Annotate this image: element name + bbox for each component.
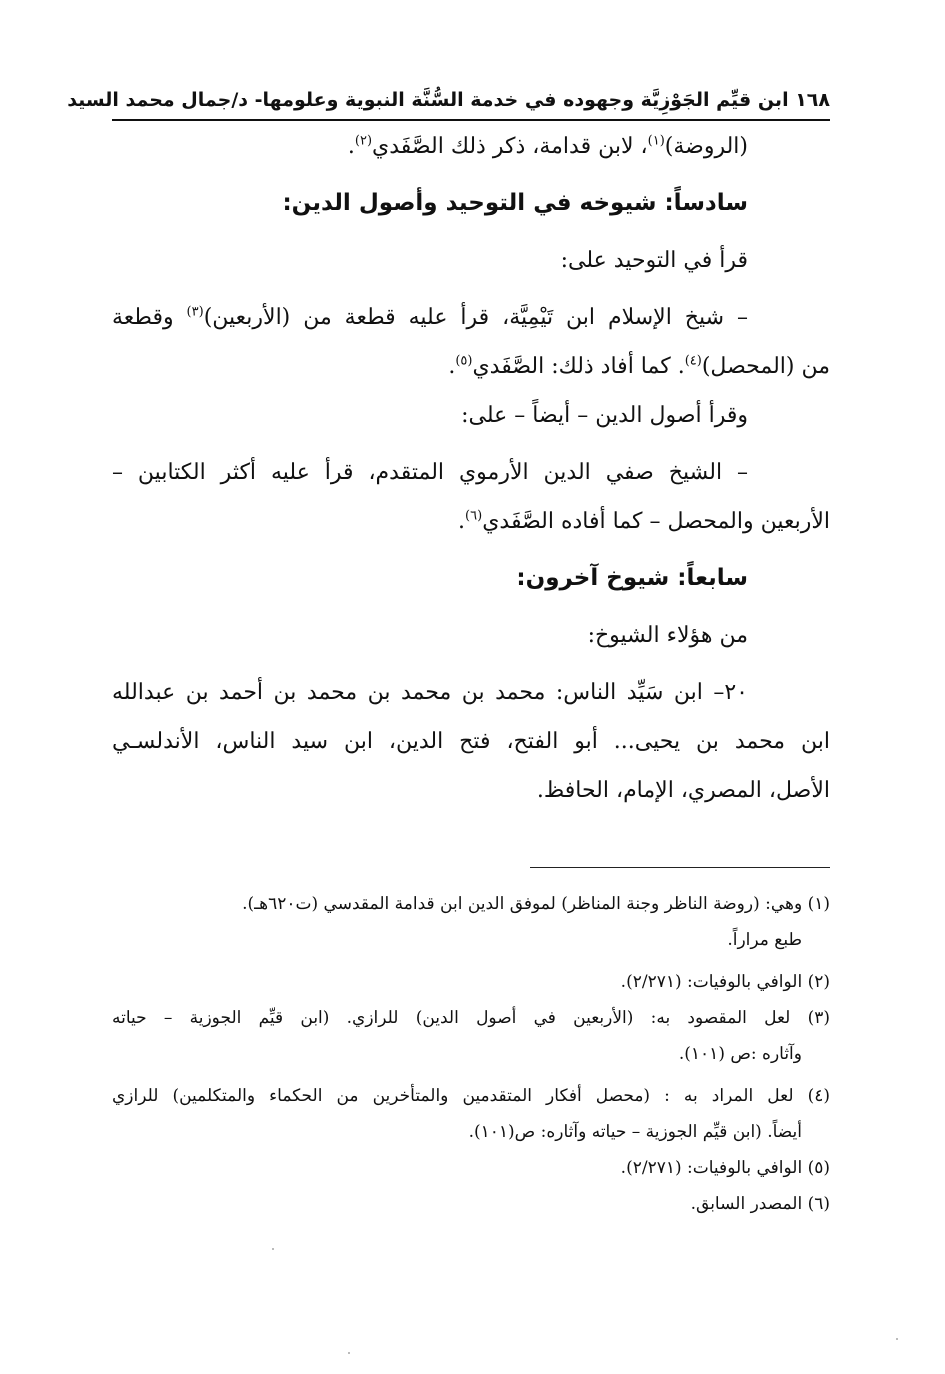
spacer [112, 228, 830, 236]
header-rule [112, 119, 830, 121]
footnote-ref[interactable]: (٥) [455, 353, 473, 369]
text-run: – شيخ الإسلام ابن تَيْمِيَّة، قرأ عليه قطعة من (الأربعين) [203, 305, 748, 330]
footnote-5: (٥) الوافي بالوفيات: (٢/٢٧١). [620, 1158, 830, 1178]
text-run: (الروضة) [664, 134, 748, 159]
spacer [112, 546, 830, 554]
main-text [112, 122, 830, 815]
footnotes [112, 886, 830, 1222]
text-run: ، لابن قدامة، ذكر ذلك الصَّفَدي [372, 134, 648, 159]
text-run: الأربعين والمحصل – كما أفاده الصَّفَدي [482, 509, 830, 534]
spacer [112, 440, 830, 448]
text-line: ٢٠– ابن سَيِّد الناس: محمد بن محمد بن محمد بن أحمد بن عبدالله [112, 680, 748, 705]
footnote-3-cont: وآثاره :ص (١٠١). [678, 1044, 802, 1064]
text-run: . [347, 134, 355, 159]
footnote-ref[interactable]: (٤) [684, 353, 702, 369]
spacer [112, 603, 830, 611]
footnote-ref[interactable]: (٢) [354, 133, 373, 149]
text-run: . [458, 509, 466, 534]
scan-speck [896, 1338, 898, 1340]
spacer [112, 171, 830, 179]
text-line: – الشيخ صفي الدين الأرموي المتقدم، قرأ عليه أكثر الكتابين – [112, 460, 748, 485]
text-line: قرأ في التوحيد على: [560, 248, 748, 273]
section-heading-seventh: سابعاً: شيوخ آخرون: [516, 565, 748, 591]
footnote-4: (٤) لعل المراد به : (محصل أفكار المتقدمين والمتأخرين من الحكماء والمتكلمين) للرازي [112, 1086, 830, 1106]
scan-speck [272, 1248, 274, 1250]
footnote-6: (٦) المصدر السابق. [690, 1194, 830, 1214]
section-heading-sixth: سادساً: شيوخه في التوحيد وأصول الدين: [282, 190, 748, 216]
footnote-separator [530, 867, 830, 868]
text-run: . كما أفاد ذلك: الصَّفَدي [472, 354, 685, 379]
text-run: وقطعة [112, 305, 187, 330]
footnote-1-cont: طبع مراراً. [727, 930, 802, 950]
footnote-ref[interactable]: (٣) [186, 304, 204, 320]
text-line [112, 342, 830, 391]
text-line [112, 122, 830, 171]
footnote-2: (٢) الوافي بالوفيات: (٢/٢٧١). [620, 972, 830, 992]
footnote-ref[interactable]: (١) [647, 133, 665, 149]
spacer [112, 285, 830, 293]
text-line: الأصل، المصري، الإمام، الحافظ. [536, 778, 830, 803]
footnote-3: (٣) لعل المقصود به: (الأربعين في أصول الدين) للرازي. (ابن قيِّم الجوزية – حياته [112, 1008, 830, 1028]
text-run: من (المحصل) [701, 354, 830, 379]
text-run: . [448, 354, 456, 379]
text-line: وقرأ أصول الدين – أيضاً – على: [461, 403, 748, 428]
text-line: من هؤلاء الشيوخ: [587, 623, 748, 648]
footnote-4-cont: أيضاً. (ابن قيِّم الجوزية – حياته وآثاره: ص(١٠١). [468, 1122, 802, 1142]
running-header: ١٦٨ ابن قيِّم الجَوْزِيَّة وجهوده في خدمة السُّنَّة النبوية وعلومها- د/جمال محمد السيد [67, 89, 830, 111]
scan-speck [348, 1352, 350, 1354]
text-line [112, 497, 830, 546]
footnote-1: (١) وهي: (روضة الناظر وجنة المناظر) لموفق الدين ابن قدامة المقدسي (ت٦٢٠هـ). [242, 894, 830, 914]
spacer [112, 660, 830, 668]
footnote-ref[interactable]: (٦) [465, 508, 483, 524]
text-line [112, 293, 830, 342]
text-line: ابن محمد بن يحيى... أبو الفتح، فتح الدين، ابن سيد الناس، الأندلسـي [112, 729, 830, 754]
